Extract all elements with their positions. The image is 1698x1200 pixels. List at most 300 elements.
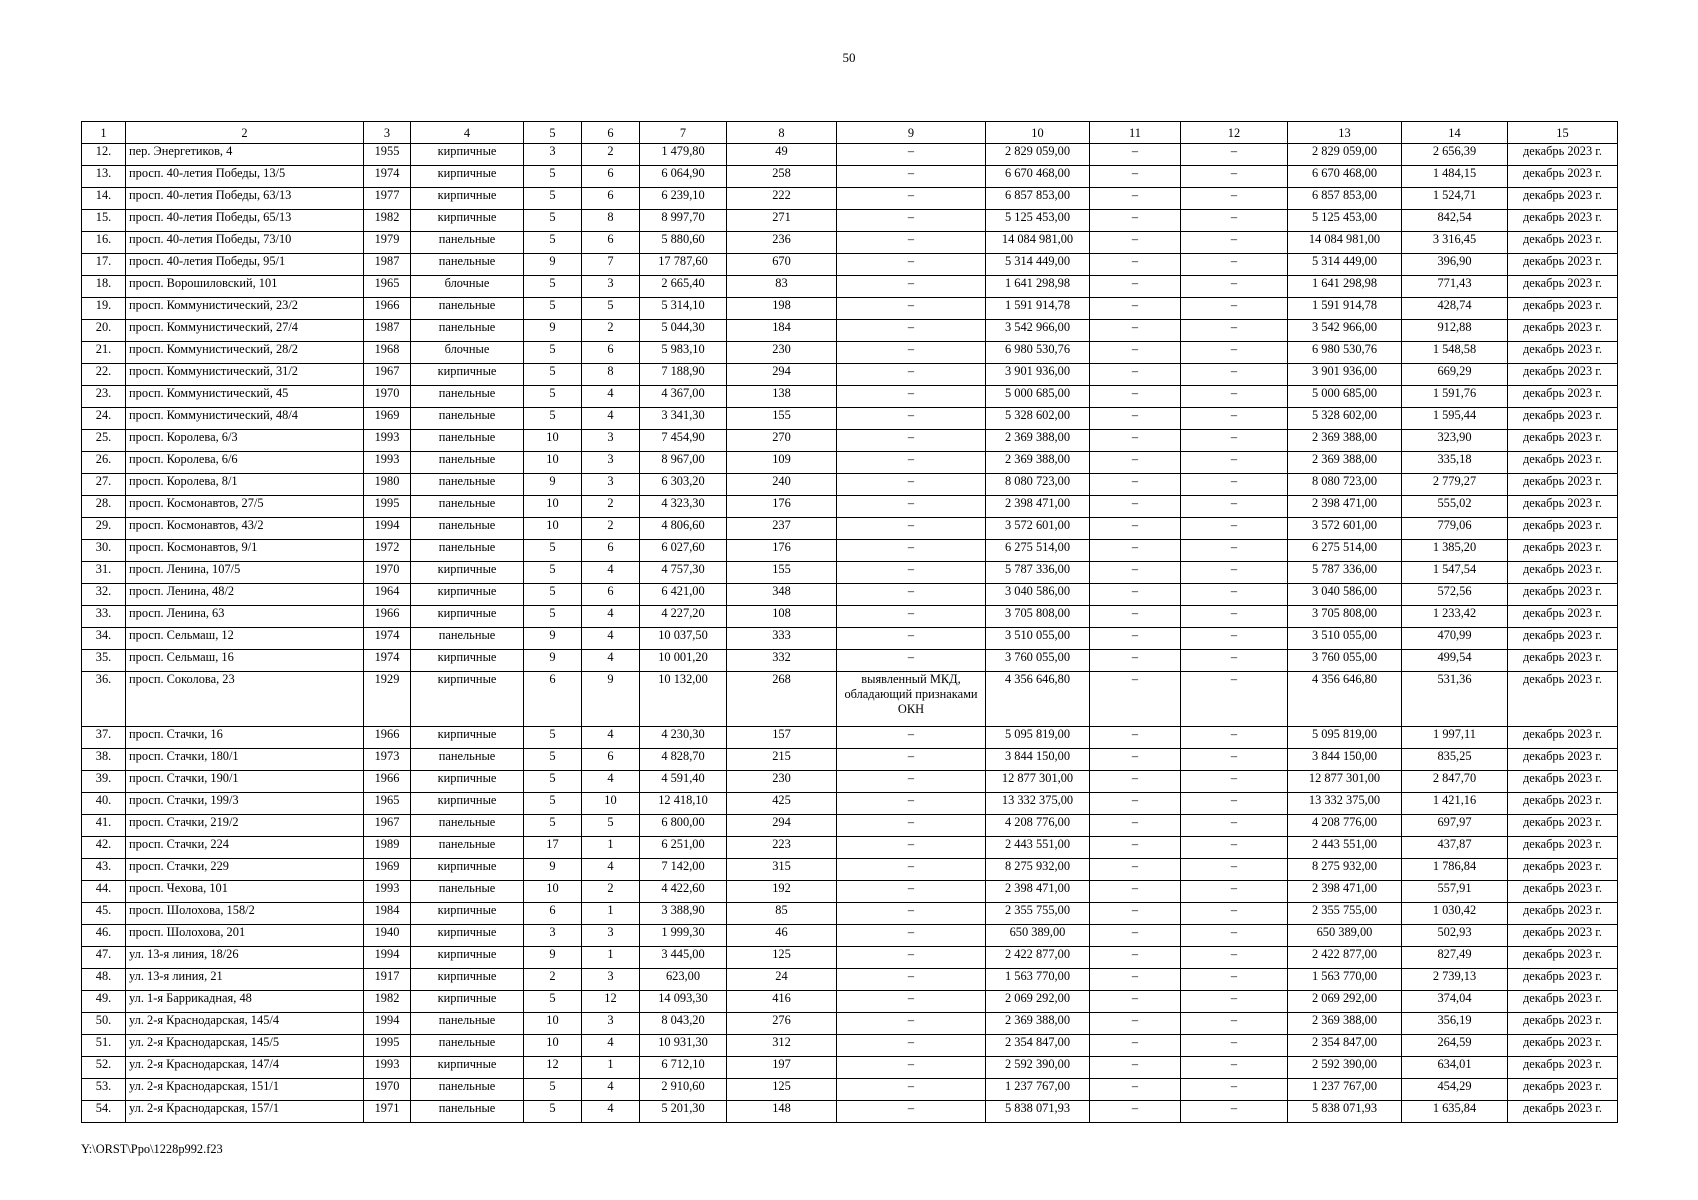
cell-cost-col11: – bbox=[1090, 1057, 1181, 1079]
cell-note: – bbox=[837, 584, 986, 606]
cell-deadline: декабрь 2023 г. bbox=[1508, 430, 1618, 452]
cell-row-number: 19. bbox=[82, 298, 126, 320]
cell-cost-col13: 1 591 914,78 bbox=[1288, 298, 1402, 320]
cell-cost-col13: 8 080 723,00 bbox=[1288, 474, 1402, 496]
cell-deadline: декабрь 2023 г. bbox=[1508, 364, 1618, 386]
cell-cost-total: 6 275 514,00 bbox=[986, 540, 1090, 562]
column-number-12: 12 bbox=[1181, 122, 1288, 144]
cell-floors: 9 bbox=[524, 650, 582, 672]
cell-area: 5 880,60 bbox=[640, 232, 727, 254]
cell-address: просп. 40-летия Победы, 63/13 bbox=[126, 188, 364, 210]
cell-cost-col13: 6 980 530,76 bbox=[1288, 342, 1402, 364]
cell-row-number: 39. bbox=[82, 771, 126, 793]
cell-cost-per-sqm: 499,54 bbox=[1402, 650, 1508, 672]
cell-residents: 198 bbox=[727, 298, 837, 320]
cell-cost-col12: – bbox=[1181, 628, 1288, 650]
cell-wall-material: кирпичные bbox=[411, 969, 524, 991]
cell-address: просп. Королева, 6/3 bbox=[126, 430, 364, 452]
cell-area: 3 341,30 bbox=[640, 408, 727, 430]
cell-build-year: 1966 bbox=[364, 771, 411, 793]
cell-cost-col11: – bbox=[1090, 1013, 1181, 1035]
cell-entrances: 3 bbox=[582, 452, 640, 474]
cell-area: 1 479,80 bbox=[640, 144, 727, 166]
cell-deadline: декабрь 2023 г. bbox=[1508, 1057, 1618, 1079]
cell-row-number: 15. bbox=[82, 210, 126, 232]
cell-cost-col12: – bbox=[1181, 991, 1288, 1013]
cell-entrances: 3 bbox=[582, 430, 640, 452]
cell-cost-col11: – bbox=[1090, 947, 1181, 969]
cell-build-year: 1955 bbox=[364, 144, 411, 166]
cell-cost-col11: – bbox=[1090, 903, 1181, 925]
cell-cost-per-sqm: 1 524,71 bbox=[1402, 188, 1508, 210]
cell-row-number: 52. bbox=[82, 1057, 126, 1079]
cell-cost-per-sqm: 572,56 bbox=[1402, 584, 1508, 606]
cell-cost-col13: 1 237 767,00 bbox=[1288, 1079, 1402, 1101]
cell-cost-col13: 13 332 375,00 bbox=[1288, 793, 1402, 815]
cell-note: – bbox=[837, 859, 986, 881]
cell-cost-per-sqm: 2 739,13 bbox=[1402, 969, 1508, 991]
cell-residents: 157 bbox=[727, 727, 837, 749]
cell-row-number: 20. bbox=[82, 320, 126, 342]
cell-cost-col11: – bbox=[1090, 562, 1181, 584]
cell-cost-col12: – bbox=[1181, 540, 1288, 562]
cell-cost-per-sqm: 531,36 bbox=[1402, 672, 1508, 727]
table-row bbox=[82, 232, 1618, 254]
cell-cost-total: 12 877 301,00 bbox=[986, 771, 1090, 793]
cell-cost-col12: – bbox=[1181, 584, 1288, 606]
table-row bbox=[82, 386, 1618, 408]
cell-floors: 5 bbox=[524, 771, 582, 793]
cell-residents: 215 bbox=[727, 749, 837, 771]
cell-deadline: декабрь 2023 г. bbox=[1508, 232, 1618, 254]
cell-cost-col13: 12 877 301,00 bbox=[1288, 771, 1402, 793]
cell-address: ул. 2-я Краснодарская, 147/4 bbox=[126, 1057, 364, 1079]
cell-residents: 268 bbox=[727, 672, 837, 727]
cell-entrances: 1 bbox=[582, 947, 640, 969]
cell-cost-col13: 2 443 551,00 bbox=[1288, 837, 1402, 859]
cell-area: 1 999,30 bbox=[640, 925, 727, 947]
cell-cost-per-sqm: 335,18 bbox=[1402, 452, 1508, 474]
cell-cost-per-sqm: 2 656,39 bbox=[1402, 144, 1508, 166]
cell-cost-col13: 3 542 966,00 bbox=[1288, 320, 1402, 342]
cell-row-number: 18. bbox=[82, 276, 126, 298]
cell-wall-material: панельные bbox=[411, 254, 524, 276]
cell-entrances: 4 bbox=[582, 771, 640, 793]
cell-cost-total: 8 080 723,00 bbox=[986, 474, 1090, 496]
cell-cost-col11: – bbox=[1090, 254, 1181, 276]
cell-build-year: 1972 bbox=[364, 540, 411, 562]
cell-residents: 192 bbox=[727, 881, 837, 903]
cell-deadline: декабрь 2023 г. bbox=[1508, 408, 1618, 430]
cell-cost-col13: 2 069 292,00 bbox=[1288, 991, 1402, 1013]
cell-address: просп. 40-летия Победы, 13/5 bbox=[126, 166, 364, 188]
cell-residents: 125 bbox=[727, 947, 837, 969]
cell-row-number: 53. bbox=[82, 1079, 126, 1101]
cell-deadline: декабрь 2023 г. bbox=[1508, 144, 1618, 166]
column-number-11: 11 bbox=[1090, 122, 1181, 144]
cell-note: выявленный МКД, обладающий признаками ОКН bbox=[837, 672, 986, 727]
cell-entrances: 6 bbox=[582, 188, 640, 210]
cell-cost-col12: – bbox=[1181, 188, 1288, 210]
cell-entrances: 1 bbox=[582, 1057, 640, 1079]
cell-area: 2 665,40 bbox=[640, 276, 727, 298]
cell-note: – bbox=[837, 232, 986, 254]
cell-build-year: 1969 bbox=[364, 408, 411, 430]
table-row bbox=[82, 364, 1618, 386]
cell-address: ул. 2-я Краснодарская, 151/1 bbox=[126, 1079, 364, 1101]
table-row bbox=[82, 793, 1618, 815]
cell-note: – bbox=[837, 947, 986, 969]
table-row bbox=[82, 1013, 1618, 1035]
cell-floors: 5 bbox=[524, 408, 582, 430]
cell-deadline: декабрь 2023 г. bbox=[1508, 298, 1618, 320]
cell-address: просп. Коммунистический, 23/2 bbox=[126, 298, 364, 320]
cell-cost-per-sqm: 437,87 bbox=[1402, 837, 1508, 859]
cell-note: – bbox=[837, 837, 986, 859]
cell-area: 5 983,10 bbox=[640, 342, 727, 364]
table-row bbox=[82, 342, 1618, 364]
cell-cost-col12: – bbox=[1181, 727, 1288, 749]
cell-cost-col11: – bbox=[1090, 1101, 1181, 1123]
cell-row-number: 29. bbox=[82, 518, 126, 540]
cell-cost-col11: – bbox=[1090, 991, 1181, 1013]
cell-floors: 2 bbox=[524, 969, 582, 991]
cell-cost-per-sqm: 827,49 bbox=[1402, 947, 1508, 969]
table-row bbox=[82, 210, 1618, 232]
cell-build-year: 1970 bbox=[364, 562, 411, 584]
cell-note: – bbox=[837, 518, 986, 540]
cell-wall-material: панельные bbox=[411, 496, 524, 518]
cell-area: 6 303,20 bbox=[640, 474, 727, 496]
column-number-4: 4 bbox=[411, 122, 524, 144]
cell-row-number: 31. bbox=[82, 562, 126, 584]
table-row bbox=[82, 749, 1618, 771]
cell-row-number: 49. bbox=[82, 991, 126, 1013]
cell-cost-col13: 3 760 055,00 bbox=[1288, 650, 1402, 672]
cell-note: – bbox=[837, 925, 986, 947]
cell-address: просп. Стачки, 219/2 bbox=[126, 815, 364, 837]
cell-residents: 236 bbox=[727, 232, 837, 254]
cell-cost-col11: – bbox=[1090, 430, 1181, 452]
cell-deadline: декабрь 2023 г. bbox=[1508, 320, 1618, 342]
cell-cost-total: 2 592 390,00 bbox=[986, 1057, 1090, 1079]
cell-cost-col12: – bbox=[1181, 166, 1288, 188]
cell-residents: 294 bbox=[727, 815, 837, 837]
cell-note: – bbox=[837, 1057, 986, 1079]
cell-cost-col11: – bbox=[1090, 496, 1181, 518]
table-row bbox=[82, 903, 1618, 925]
cell-residents: 315 bbox=[727, 859, 837, 881]
cell-residents: 155 bbox=[727, 408, 837, 430]
cell-floors: 6 bbox=[524, 672, 582, 727]
cell-floors: 5 bbox=[524, 364, 582, 386]
cell-build-year: 1966 bbox=[364, 298, 411, 320]
cell-wall-material: кирпичные bbox=[411, 650, 524, 672]
cell-build-year: 1993 bbox=[364, 881, 411, 903]
cell-row-number: 12. bbox=[82, 144, 126, 166]
table-row bbox=[82, 650, 1618, 672]
cell-residents: 176 bbox=[727, 496, 837, 518]
cell-cost-total: 5 838 071,93 bbox=[986, 1101, 1090, 1123]
cell-wall-material: панельные bbox=[411, 1101, 524, 1123]
cell-cost-total: 2 422 877,00 bbox=[986, 947, 1090, 969]
cell-entrances: 2 bbox=[582, 496, 640, 518]
cell-floors: 5 bbox=[524, 727, 582, 749]
cell-cost-col12: – bbox=[1181, 298, 1288, 320]
cell-deadline: декабрь 2023 г. bbox=[1508, 837, 1618, 859]
cell-floors: 10 bbox=[524, 496, 582, 518]
cell-floors: 9 bbox=[524, 947, 582, 969]
cell-address: просп. 40-летия Победы, 65/13 bbox=[126, 210, 364, 232]
cell-deadline: декабрь 2023 г. bbox=[1508, 386, 1618, 408]
cell-deadline: декабрь 2023 г. bbox=[1508, 859, 1618, 881]
cell-floors: 10 bbox=[524, 430, 582, 452]
cell-area: 3 388,90 bbox=[640, 903, 727, 925]
cell-row-number: 48. bbox=[82, 969, 126, 991]
cell-note: – bbox=[837, 408, 986, 430]
cell-address: просп. Чехова, 101 bbox=[126, 881, 364, 903]
cell-address: просп. Космонавтов, 43/2 bbox=[126, 518, 364, 540]
cell-build-year: 1994 bbox=[364, 947, 411, 969]
cell-build-year: 1995 bbox=[364, 496, 411, 518]
cell-cost-col12: – bbox=[1181, 430, 1288, 452]
cell-note: – bbox=[837, 815, 986, 837]
cell-cost-per-sqm: 697,97 bbox=[1402, 815, 1508, 837]
cell-cost-col13: 4 356 646,80 bbox=[1288, 672, 1402, 727]
cell-area: 6 064,90 bbox=[640, 166, 727, 188]
cell-wall-material: кирпичные bbox=[411, 991, 524, 1013]
cell-row-number: 41. bbox=[82, 815, 126, 837]
cell-note: – bbox=[837, 991, 986, 1013]
cell-cost-total: 2 443 551,00 bbox=[986, 837, 1090, 859]
cell-note: – bbox=[837, 903, 986, 925]
table-row bbox=[82, 606, 1618, 628]
cell-note: – bbox=[837, 452, 986, 474]
cell-build-year: 1974 bbox=[364, 628, 411, 650]
cell-area: 10 001,20 bbox=[640, 650, 727, 672]
cell-cost-per-sqm: 264,59 bbox=[1402, 1035, 1508, 1057]
cell-cost-col13: 2 369 388,00 bbox=[1288, 1013, 1402, 1035]
cell-address: просп. Стачки, 180/1 bbox=[126, 749, 364, 771]
cell-cost-col12: – bbox=[1181, 771, 1288, 793]
cell-cost-col12: – bbox=[1181, 474, 1288, 496]
cell-floors: 9 bbox=[524, 474, 582, 496]
cell-cost-per-sqm: 912,88 bbox=[1402, 320, 1508, 342]
cell-wall-material: кирпичные bbox=[411, 210, 524, 232]
cell-residents: 108 bbox=[727, 606, 837, 628]
cell-cost-col11: – bbox=[1090, 606, 1181, 628]
cell-cost-per-sqm: 1 385,20 bbox=[1402, 540, 1508, 562]
cell-cost-col12: – bbox=[1181, 903, 1288, 925]
cell-floors: 5 bbox=[524, 298, 582, 320]
cell-cost-col12: – bbox=[1181, 1057, 1288, 1079]
cell-area: 17 787,60 bbox=[640, 254, 727, 276]
cell-floors: 5 bbox=[524, 562, 582, 584]
cell-wall-material: панельные bbox=[411, 628, 524, 650]
cell-entrances: 4 bbox=[582, 628, 640, 650]
cell-cost-col12: – bbox=[1181, 562, 1288, 584]
table-row bbox=[82, 298, 1618, 320]
cell-floors: 10 bbox=[524, 518, 582, 540]
cell-row-number: 13. bbox=[82, 166, 126, 188]
cell-wall-material: панельные bbox=[411, 1035, 524, 1057]
table-row bbox=[82, 276, 1618, 298]
cell-address: просп. Космонавтов, 9/1 bbox=[126, 540, 364, 562]
cell-cost-per-sqm: 555,02 bbox=[1402, 496, 1508, 518]
cell-cost-per-sqm: 3 316,45 bbox=[1402, 232, 1508, 254]
cell-residents: 223 bbox=[727, 837, 837, 859]
cell-wall-material: кирпичные bbox=[411, 1057, 524, 1079]
cell-build-year: 1995 bbox=[364, 1035, 411, 1057]
cell-cost-total: 3 760 055,00 bbox=[986, 650, 1090, 672]
cell-note: – bbox=[837, 969, 986, 991]
cell-note: – bbox=[837, 342, 986, 364]
cell-build-year: 1973 bbox=[364, 749, 411, 771]
cell-entrances: 4 bbox=[582, 408, 640, 430]
cell-build-year: 1993 bbox=[364, 452, 411, 474]
cell-entrances: 3 bbox=[582, 474, 640, 496]
cell-address: просп. Ленина, 48/2 bbox=[126, 584, 364, 606]
cell-note: – bbox=[837, 606, 986, 628]
table-row bbox=[82, 496, 1618, 518]
cell-cost-per-sqm: 1 030,42 bbox=[1402, 903, 1508, 925]
cell-address: просп. Сельмаш, 12 bbox=[126, 628, 364, 650]
cell-row-number: 25. bbox=[82, 430, 126, 452]
cell-floors: 10 bbox=[524, 452, 582, 474]
cell-cost-col12: – bbox=[1181, 210, 1288, 232]
cell-entrances: 4 bbox=[582, 562, 640, 584]
cell-address: просп. Шолохова, 201 bbox=[126, 925, 364, 947]
cell-build-year: 1970 bbox=[364, 386, 411, 408]
cell-area: 4 227,20 bbox=[640, 606, 727, 628]
cell-row-number: 23. bbox=[82, 386, 126, 408]
cell-cost-col13: 2 398 471,00 bbox=[1288, 496, 1402, 518]
cell-cost-col11: – bbox=[1090, 188, 1181, 210]
cell-wall-material: кирпичные bbox=[411, 727, 524, 749]
cell-address: просп. Шолохова, 158/2 bbox=[126, 903, 364, 925]
cell-deadline: декабрь 2023 г. bbox=[1508, 628, 1618, 650]
cell-deadline: декабрь 2023 г. bbox=[1508, 991, 1618, 1013]
cell-cost-col12: – bbox=[1181, 815, 1288, 837]
cell-row-number: 33. bbox=[82, 606, 126, 628]
cell-deadline: декабрь 2023 г. bbox=[1508, 815, 1618, 837]
cell-cost-col11: – bbox=[1090, 881, 1181, 903]
cell-cost-per-sqm: 470,99 bbox=[1402, 628, 1508, 650]
table-row bbox=[82, 837, 1618, 859]
cell-deadline: декабрь 2023 г. bbox=[1508, 606, 1618, 628]
cell-floors: 9 bbox=[524, 320, 582, 342]
cell-note: – bbox=[837, 1013, 986, 1035]
cell-floors: 5 bbox=[524, 342, 582, 364]
column-number-15: 15 bbox=[1508, 122, 1618, 144]
cell-residents: 125 bbox=[727, 1079, 837, 1101]
cell-area: 8 967,00 bbox=[640, 452, 727, 474]
cell-row-number: 54. bbox=[82, 1101, 126, 1123]
cell-floors: 5 bbox=[524, 749, 582, 771]
cell-row-number: 50. bbox=[82, 1013, 126, 1035]
cell-cost-col12: – bbox=[1181, 793, 1288, 815]
cell-entrances: 6 bbox=[582, 749, 640, 771]
cell-cost-col13: 14 084 981,00 bbox=[1288, 232, 1402, 254]
cell-entrances: 8 bbox=[582, 210, 640, 232]
cell-floors: 9 bbox=[524, 859, 582, 881]
table-row bbox=[82, 254, 1618, 276]
cell-cost-col12: – bbox=[1181, 969, 1288, 991]
cell-row-number: 47. bbox=[82, 947, 126, 969]
cell-row-number: 44. bbox=[82, 881, 126, 903]
table-row bbox=[82, 815, 1618, 837]
cell-cost-col13: 5 838 071,93 bbox=[1288, 1101, 1402, 1123]
table-row bbox=[82, 1057, 1618, 1079]
cell-cost-col11: – bbox=[1090, 859, 1181, 881]
cell-cost-per-sqm: 771,43 bbox=[1402, 276, 1508, 298]
cell-cost-total: 3 844 150,00 bbox=[986, 749, 1090, 771]
cell-cost-col11: – bbox=[1090, 969, 1181, 991]
cell-build-year: 1966 bbox=[364, 727, 411, 749]
cell-area: 12 418,10 bbox=[640, 793, 727, 815]
cell-cost-total: 6 670 468,00 bbox=[986, 166, 1090, 188]
cell-cost-total: 2 355 755,00 bbox=[986, 903, 1090, 925]
cell-wall-material: кирпичные bbox=[411, 793, 524, 815]
cell-build-year: 1964 bbox=[364, 584, 411, 606]
cell-residents: 49 bbox=[727, 144, 837, 166]
cell-wall-material: панельные bbox=[411, 837, 524, 859]
cell-row-number: 24. bbox=[82, 408, 126, 430]
cell-wall-material: панельные bbox=[411, 320, 524, 342]
cell-note: – bbox=[837, 364, 986, 386]
cell-cost-col12: – bbox=[1181, 1013, 1288, 1035]
cell-cost-col13: 2 592 390,00 bbox=[1288, 1057, 1402, 1079]
cell-note: – bbox=[837, 1079, 986, 1101]
cell-wall-material: панельные bbox=[411, 540, 524, 562]
cell-floors: 3 bbox=[524, 925, 582, 947]
cell-cost-col13: 5 000 685,00 bbox=[1288, 386, 1402, 408]
table-row bbox=[82, 144, 1618, 166]
cell-cost-col11: – bbox=[1090, 749, 1181, 771]
cell-cost-total: 2 369 388,00 bbox=[986, 430, 1090, 452]
cell-wall-material: панельные bbox=[411, 749, 524, 771]
cell-deadline: декабрь 2023 г. bbox=[1508, 496, 1618, 518]
table-row bbox=[82, 969, 1618, 991]
table-row bbox=[82, 1035, 1618, 1057]
table-row bbox=[82, 672, 1618, 727]
cell-cost-col13: 3 040 586,00 bbox=[1288, 584, 1402, 606]
column-number-9: 9 bbox=[837, 122, 986, 144]
cell-floors: 3 bbox=[524, 144, 582, 166]
cell-address: просп. Сельмаш, 16 bbox=[126, 650, 364, 672]
cell-cost-total: 4 356 646,80 bbox=[986, 672, 1090, 727]
cell-build-year: 1994 bbox=[364, 1013, 411, 1035]
cell-wall-material: панельные bbox=[411, 881, 524, 903]
cell-address: ул. 13-я линия, 18/26 bbox=[126, 947, 364, 969]
cell-cost-total: 2 829 059,00 bbox=[986, 144, 1090, 166]
cell-cost-col13: 3 901 936,00 bbox=[1288, 364, 1402, 386]
cell-floors: 9 bbox=[524, 254, 582, 276]
cell-cost-per-sqm: 1 547,54 bbox=[1402, 562, 1508, 584]
cell-deadline: декабрь 2023 г. bbox=[1508, 342, 1618, 364]
cell-cost-total: 2 354 847,00 bbox=[986, 1035, 1090, 1057]
cell-cost-col13: 1 641 298,98 bbox=[1288, 276, 1402, 298]
cell-note: – bbox=[837, 628, 986, 650]
cell-area: 6 239,10 bbox=[640, 188, 727, 210]
cell-note: – bbox=[837, 210, 986, 232]
cell-cost-per-sqm: 2 779,27 bbox=[1402, 474, 1508, 496]
cell-deadline: декабрь 2023 г. bbox=[1508, 1013, 1618, 1035]
cell-address: просп. Стачки, 199/3 bbox=[126, 793, 364, 815]
cell-note: – bbox=[837, 727, 986, 749]
table-row bbox=[82, 881, 1618, 903]
cell-wall-material: кирпичные bbox=[411, 562, 524, 584]
